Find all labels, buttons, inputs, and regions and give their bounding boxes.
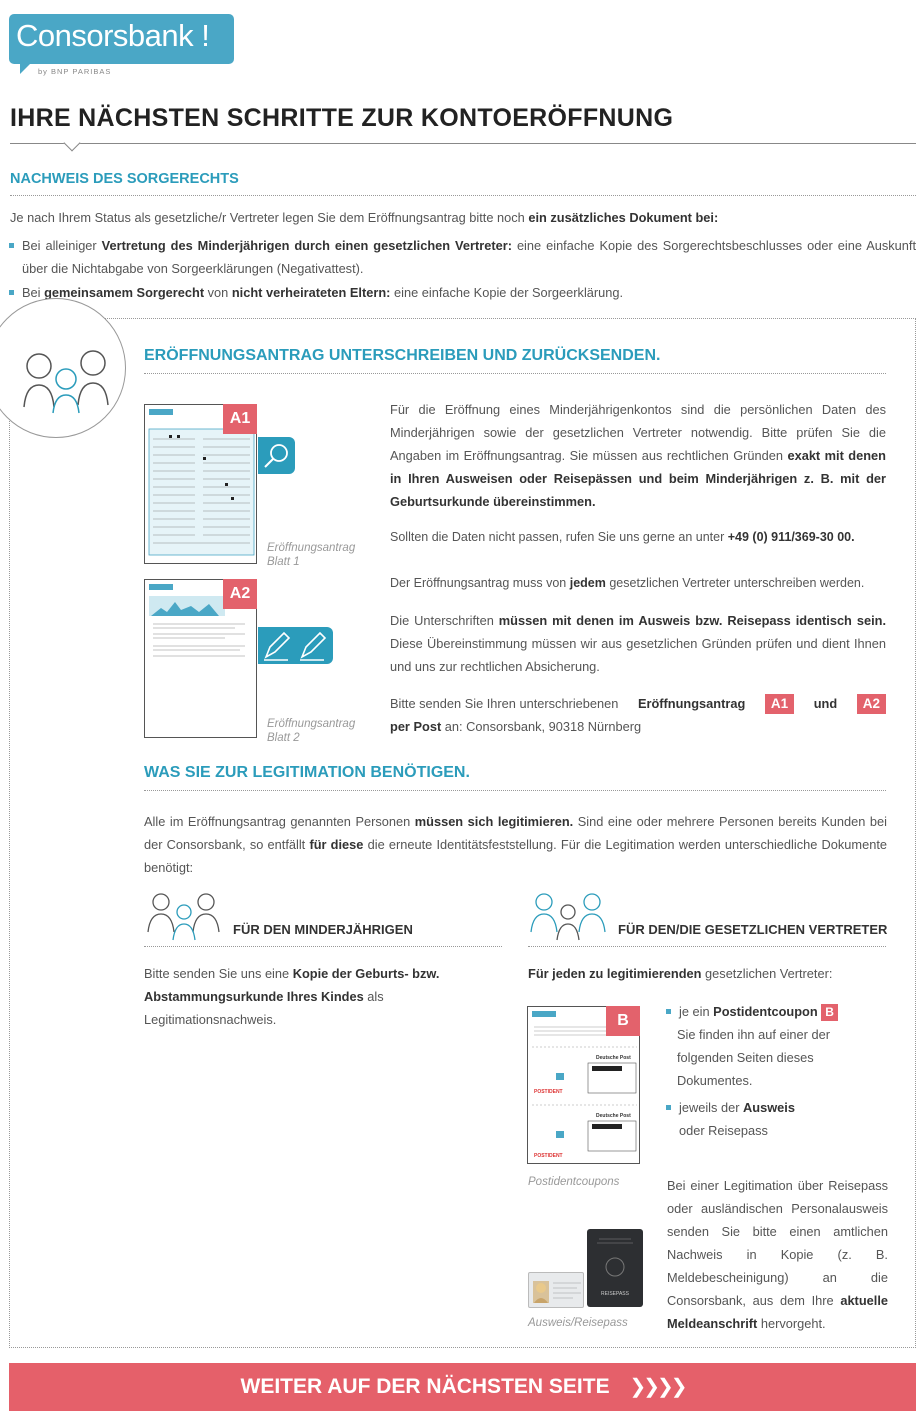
representative-bullet-1: je ein Postidentcoupon B Sie finden ihn auf einer der folgenden Seiten dieses Dokumentes.: [679, 1000, 889, 1092]
next-page-banner[interactable]: [9, 1363, 916, 1411]
antrag-paragraph-3: Der Eröffnungsantrag muss von jedem gesetzlichen Vertreter unterschreiben werden.: [390, 576, 865, 590]
sorgerecht-bullet-2: Bei gemeinsamem Sorgerecht von nicht verheirateten Eltern: eine einfache Kopie der Sorgeerklärung.: [22, 281, 916, 304]
title-divider-notch: [64, 135, 81, 152]
passport-note: Bei einer Legitimation über Reisepass oder ausländischen Personalausweis senden Sie bitte einen amtlichen Nachweis in Kopie (z. B. Meldebescheinigung) an die Consorsbank, aus dem Ihre aktuelle Meldeanschrift hervorgeht.: [667, 1178, 888, 1331]
id-card-image: [528, 1272, 584, 1308]
antrag-paragraph-4: Die Unterschriften müssen mit denen im Ausweis bzw. Reisepass identisch sein. Diese Übereinstimmung müssen wir aus gesetzlichen Gründen prüfen und dient Ihnen und uns zur rechtlichen Absicherung.: [390, 613, 886, 674]
caption-ausweis: Ausweis/Reisepass: [528, 1317, 628, 1329]
minor-paragraph: Bitte senden Sie uns eine Kopie der Geburts- bzw. Abstammungsurkunde Ihres Kindes als Legitimationsnachweis.: [144, 966, 440, 1027]
logo-speech-tail: [20, 62, 32, 74]
brand-sub: by BNP PARIBAS: [38, 67, 112, 76]
inline-badge-b: B: [821, 1004, 838, 1021]
passport-label: REISEPASS: [601, 1291, 629, 1297]
svg-text:POSTIDENT: POSTIDENT: [534, 1153, 563, 1159]
representative-bullet-2: jeweils der Ausweis oder Reisepass: [679, 1096, 889, 1142]
family-icon-circle: [0, 298, 126, 438]
chevrons-right-icon: ❯❯❯❯: [629, 1376, 685, 1398]
antrag-paragraph-1: Für die Eröffnung eines Minderjährigenkontos sind die persönlichen Daten des Minderjährigen sowie der gesetzlichen Vertreter notwendig. Bitte prüfen Sie die Angaben im Eröffnungsantrag. Sie müssen aus rechtlichen Gründen exakt mit denen in Ihren Ausweisen oder Reisepässen und beim Minderjährigen z. B. mit der Geburtsurkunde übereinstimmen.: [390, 402, 886, 509]
badge-a1: A1: [223, 404, 257, 434]
legitimation-divider: [144, 790, 886, 791]
magnifier-icon: [258, 437, 295, 474]
minor-divider: [144, 946, 502, 947]
brand-name: Consorsbank !: [16, 18, 210, 53]
section-heading-legitimation: WAS SIE ZUR LEGITIMATION BENÖTIGEN.: [144, 764, 470, 781]
svg-text:Deutsche Post: Deutsche Post: [596, 1055, 631, 1061]
badge-b: B: [606, 1006, 640, 1036]
antrag-divider: [144, 373, 886, 374]
antrag-paragraph-2: Sollten die Daten nicht passen, rufen Sie uns gerne an unter +49 (0) 911/369-30 00.: [390, 530, 855, 544]
inline-badge-a1: A1: [765, 694, 794, 714]
badge-a2: A2: [223, 579, 257, 609]
section-heading-antrag: ERÖFFNUNGSANTRAG UNTERSCHREIBEN UND ZURÜCKSENDEN.: [144, 347, 661, 364]
representative-intro: Für jeden zu legitimierenden gesetzlichen Vertreter:: [528, 966, 833, 981]
sorgerecht-intro: Je nach Ihrem Status als gesetzliche/r Vertreter legen Sie dem Eröffnungsantrag bitte noch ein zusätzliches Dokument bei:: [10, 210, 719, 225]
caption-a2: Eröffnungsantrag Blatt 2: [267, 718, 356, 744]
representative-divider: [528, 946, 886, 947]
caption-a1: Eröffnungsantrag Blatt 1: [267, 542, 356, 568]
sorgerecht-bullet-1: Bei alleiniger Vertretung des Minderjährigen durch einen gesetzlichen Vertreter: eine einfache Kopie des Sorgerechtsbeschlusses oder eine Auskunft über die Nichtabgabe von Sorgeerklärungen (Negativattest).: [22, 234, 916, 280]
antrag-paragraph-5: Bitte senden Sie Ihren unterschriebenen Eröffnungsantrag A1 und A2 per Post an: Consorsbank, 90318 Nürnberg: [390, 692, 886, 738]
page-title: IHRE NÄCHSTEN SCHRITTE ZUR KONTOERÖFFNUNG: [10, 104, 674, 132]
parents-icon: [526, 888, 610, 944]
family-icon: [0, 299, 127, 439]
inline-badge-a2: A2: [857, 694, 886, 714]
minor-heading: FÜR DEN MINDERJÄHRIGEN: [233, 922, 413, 937]
signature-pens-icon: [258, 627, 333, 664]
section-heading-sorgerecht: NACHWEIS DES SORGERECHTS: [10, 171, 239, 187]
caption-coupon: Postidentcoupons: [528, 1176, 620, 1188]
passport-image: [587, 1229, 643, 1307]
family-child-icon: [144, 888, 224, 944]
next-page-label: WEITER AUF DER NÄCHSTEN SEITE: [240, 1375, 610, 1398]
svg-text:POSTIDENT: POSTIDENT: [534, 1089, 563, 1095]
legitimation-paragraph: Alle im Eröffnungsantrag genannten Personen müssen sich legitimieren. Sind eine oder mehrere Personen bereits Kunden bei der Consorsbank, so entfällt für diese die erneute Identitätsfeststellung. Für die Legitimation werden unterschiedliche Dokumente benötigt:: [144, 814, 887, 875]
title-divider: [10, 143, 916, 144]
representative-heading: FÜR DEN/DIE GESETZLICHEN VERTRETER: [618, 922, 888, 937]
section-divider: [10, 195, 916, 196]
svg-text:Deutsche Post: Deutsche Post: [596, 1113, 631, 1119]
